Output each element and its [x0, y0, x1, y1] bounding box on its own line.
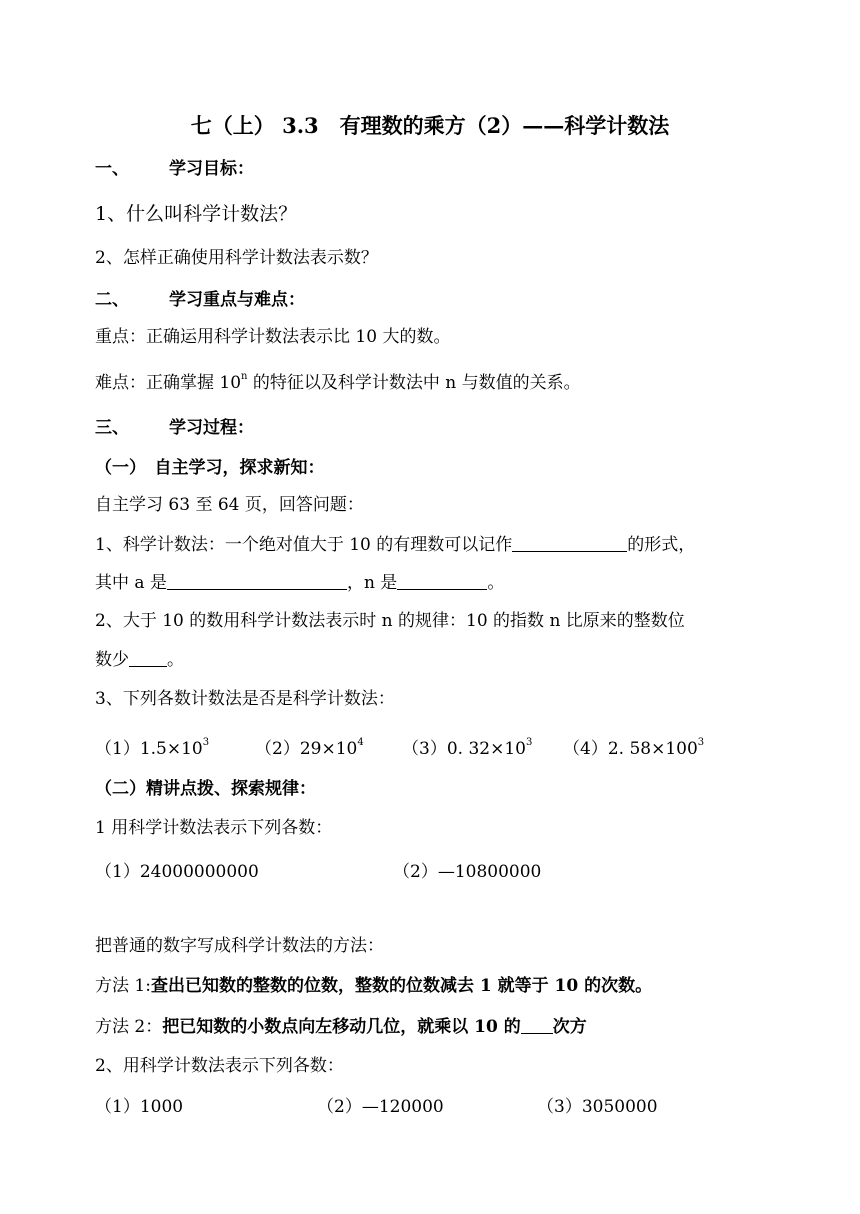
- part-1-heading: （一） 自主学习，探求新知：: [95, 458, 325, 478]
- section-3-heading: [95, 417, 254, 439]
- method-1-label: 方法 1:: [95, 976, 151, 996]
- key-point: 重点：正确运用科学计数法表示比 10 大的数。: [95, 327, 451, 347]
- question-1-line-1: [95, 533, 695, 556]
- difficulty-text-a: 难点：正确掌握 10: [95, 373, 242, 393]
- objective-1: 1、什么叫科学计数法？: [95, 203, 298, 225]
- exercise-1: 1 用科学计数法表示下列各数：: [95, 818, 333, 838]
- option-4-exponent: 3: [697, 737, 705, 748]
- section-3-label: 学习过程：: [169, 418, 254, 438]
- method-intro: 把普通的数字写成科学计数法的方法：: [95, 936, 384, 956]
- exercise-2-item-2: （2）—120000: [317, 1097, 444, 1117]
- option-1: [95, 734, 209, 759]
- section-2-number: 二、: [95, 290, 129, 310]
- answer-blank-digits[interactable]: [129, 648, 167, 667]
- question-1-suffix: 的形式，: [627, 535, 696, 555]
- part-2-heading: （二）精讲点拨、探索规律：: [95, 779, 316, 799]
- question-2-line-2: [95, 648, 184, 671]
- answer-blank-a[interactable]: [167, 571, 347, 590]
- exercise-1-item-1: （1）24000000000: [95, 862, 259, 882]
- answer-blank-form[interactable]: [512, 533, 627, 552]
- section-3-number: 三、: [95, 418, 129, 438]
- option-3-exponent: 3: [525, 737, 533, 748]
- option-2: [255, 734, 364, 759]
- option-2-base: （2）29×10: [255, 739, 358, 759]
- question-1-a-label: 其中 a 是: [95, 573, 167, 593]
- objective-2: 2、怎样正确使用科学计数法表示数？: [95, 248, 378, 268]
- section-1-number: 一、: [95, 159, 129, 179]
- option-4-base: （4）2. 58×100: [563, 739, 698, 759]
- answer-blank-n[interactable]: [397, 571, 487, 590]
- option-1-exponent: 3: [202, 737, 210, 748]
- question-2-text: 数少: [95, 650, 129, 670]
- option-3-base: （3）0. 32×10: [402, 739, 526, 759]
- reading-instruction: 自主学习 63 至 64 页，回答问题：: [95, 495, 364, 515]
- method-2-text: 把已知数的小数点向左移动几位，就乘以 10 的: [162, 1017, 521, 1037]
- option-2-exponent: 4: [357, 737, 364, 748]
- exercise-1-item-2: （2）—10800000: [393, 862, 542, 882]
- exercise-2-item-1: （1）1000: [95, 1097, 184, 1117]
- page-title: 七（上） 3.3 有理数的乘方（2）——科学计数法: [190, 113, 670, 138]
- option-3: [402, 734, 532, 759]
- section-2-label: 学习重点与难点：: [169, 290, 305, 310]
- question-1-n-label: ，n 是: [346, 573, 398, 593]
- answer-blank-power[interactable]: [521, 1015, 553, 1034]
- question-2-end: 。: [167, 650, 184, 670]
- option-1-base: （1）1.5×10: [95, 739, 203, 759]
- difficulty-point: [95, 372, 581, 394]
- section-1-label: 学习目标：: [169, 159, 254, 179]
- method-2-label: 方法 2：: [95, 1017, 163, 1037]
- question-1-text: 1、科学计数法：一个绝对值大于 10 的有理数可以记作: [95, 535, 513, 555]
- question-3: 3、下列各数计数法是否是科学计数法：: [95, 689, 395, 709]
- section-1-heading: [95, 158, 254, 180]
- question-2-line-1: 2、大于 10 的数用科学计数法表示时 n 的规律：10 的指数 n 比原来的整数位: [95, 611, 685, 631]
- question-1-line-2: [95, 571, 504, 594]
- difficulty-text-b: 的特征以及科学计数法中 n 与数值的关系。: [247, 373, 581, 393]
- difficulty-exponent: n: [241, 371, 248, 382]
- exercise-2: 2、用科学计数法表示下列各数：: [95, 1056, 344, 1076]
- method-1: [95, 975, 652, 997]
- question-1-end: 。: [487, 573, 505, 593]
- method-2-suffix: 次方: [552, 1017, 587, 1037]
- section-2-heading: [95, 289, 305, 311]
- option-4: [563, 734, 704, 759]
- method-2: [95, 1015, 587, 1038]
- exercise-2-item-3: （3）3050000: [537, 1097, 658, 1117]
- method-1-text: 查出已知数的整数的位数，整数的位数减去 1 就等于 10 的次数。: [150, 976, 653, 996]
